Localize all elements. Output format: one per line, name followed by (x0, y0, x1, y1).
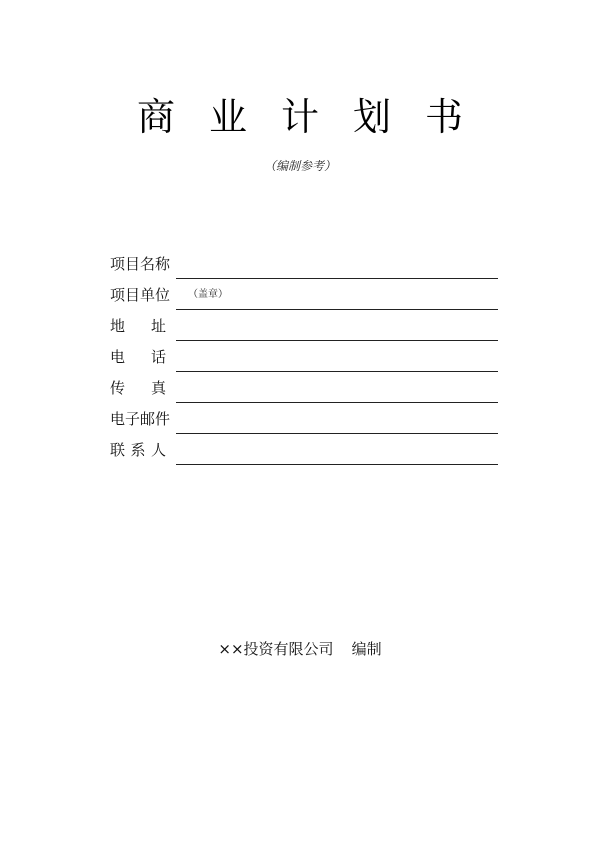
field-fax (110, 372, 500, 403)
field-label: 联 系 人 (110, 441, 166, 459)
info-form (110, 248, 500, 465)
field-label: 项目名称 (110, 255, 171, 273)
field-address (110, 310, 500, 341)
fill-line-contact[interactable] (176, 464, 498, 465)
field-label: 电 话 (110, 348, 166, 366)
compile-label: 编制 (351, 640, 382, 658)
field-label: 地 址 (110, 317, 166, 335)
field-project-name (110, 248, 500, 279)
company-name: ××投资有限公司 (218, 640, 334, 658)
field-contact (110, 434, 500, 465)
field-label: 传 真 (110, 379, 166, 397)
field-project-unit (110, 279, 500, 310)
footer-compiler (0, 639, 600, 659)
field-phone (110, 341, 500, 372)
field-label: 电子邮件 (110, 410, 171, 428)
field-email (110, 403, 500, 434)
stamp-hint: （盖章） (188, 289, 228, 300)
field-label: 项目单位 (110, 286, 171, 304)
page-title: 商业计划书 (136, 95, 497, 139)
page-subtitle: （编制参考） (263, 159, 336, 173)
